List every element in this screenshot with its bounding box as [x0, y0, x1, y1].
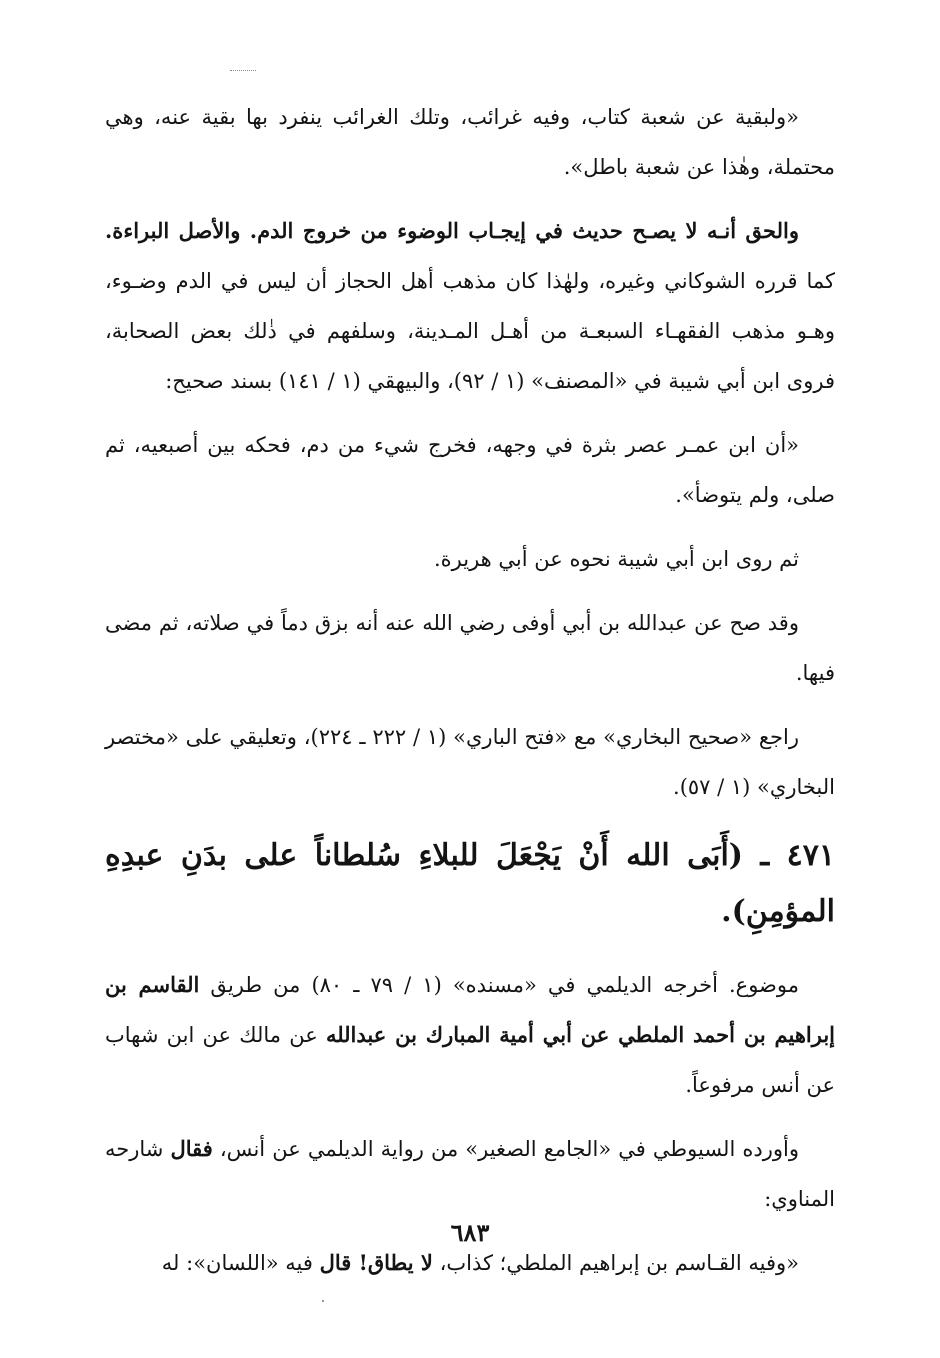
- narration-text: ثم روى ابن أبي شيبة نحوه عن أبي هريرة.: [433, 547, 799, 571]
- quote-text: «أن ابن عمـر عصر بثرة في وجهه، فخرج شيء من دم، فحكه بين أصبعيه، ثم صلى، ولم يتوضأ».: [105, 433, 835, 507]
- grading-paragraph: [105, 960, 835, 1110]
- chain-narrators: القاسم بن إبراهيم بن أحمد الملطي عن أبي أمية المبارك بن عبدالله: [105, 972, 835, 1047]
- grading-text: موضوع. أخرجه الديلمي في «مسنده» (١ / ٧٩ ـ ٨٠) من طريق: [199, 973, 799, 997]
- narration-paragraph: [105, 534, 835, 584]
- suyuti-paragraph: [105, 1124, 835, 1224]
- hadith-heading-text: ٤٧١ ـ (أَبَى الله أَنْ يَجْعَلَ للبلاءِ سُلطاناً على بدَنِ عبدِهِ المؤمِنِ).: [105, 838, 835, 929]
- page-number: ٦٨٣: [450, 1218, 490, 1247]
- ruling-lead: والحق أنـه لا يصـح حديث في إيجـاب الوضوء من خروج الدم. والأصل البراءة.: [105, 218, 799, 243]
- suyuti-text-end: شارحه المناوي:: [105, 1137, 835, 1211]
- suyuti-bold: فقال: [170, 1136, 213, 1161]
- quote-paragraph-1: [105, 92, 835, 192]
- narration-text: وقد صح عن عبدالله بن أبي أوفى رضي الله عنه أنه بزق دماً في صلاته، ثم مضى فيها.: [105, 611, 835, 685]
- quote-paragraph-2: [105, 420, 835, 520]
- munawi-text: «وفيه القـاسم بن إبراهيم الملطي؛ كذاب،: [432, 1251, 799, 1275]
- quote-text: «ولبقية عن شعبة كتاب، وفيه غرائب، وتلك الغرائب ينفرد بها بقية عنه، وهي محتملة، وهٰذا عن شعبة باطل».: [105, 105, 835, 179]
- narration-paragraph-2: [105, 598, 835, 698]
- reference-text: راجع «صحيح البخاري» مع «فتح الباري» (١ / ٢٢٢ ـ ٢٢٤)، وتعليقي على «مختصر البخاري» (١ / ٥٧).: [105, 725, 835, 799]
- grading-text-end: عن مالك عن ابن شهاب عن أنس مرفوعاً.: [105, 1023, 835, 1097]
- munawi-text-end: فيه «اللسان»: له: [161, 1251, 320, 1275]
- bottom-dot: [322, 1300, 324, 1302]
- munawi-bold: لا يطاق! قال: [319, 1250, 433, 1275]
- ruling-text: كما قرره الشوكاني وغيره، ولهٰذا كان مذهب أهل الحجاز أن ليس في الدم وضـوء، وهـو مذهب الفقهـاء السبعـة من أهـل المـدينة، وسلفهم في ذٰلك بعض الصحابة، فروى ابن أبي شيبة في «المصنف» (١ / ٩٢)، والبيهقي (١ / ١٤١) بسند صحيح:: [105, 269, 835, 393]
- page-body: [105, 92, 835, 1302]
- ruling-paragraph: [105, 206, 835, 406]
- suyuti-text: وأورده السيوطي في «الجامع الصغير» من رواية الديلمي عن أنس،: [212, 1137, 799, 1161]
- hadith-heading: [105, 828, 835, 940]
- reference-paragraph: [105, 712, 835, 812]
- top-mark: [230, 70, 256, 71]
